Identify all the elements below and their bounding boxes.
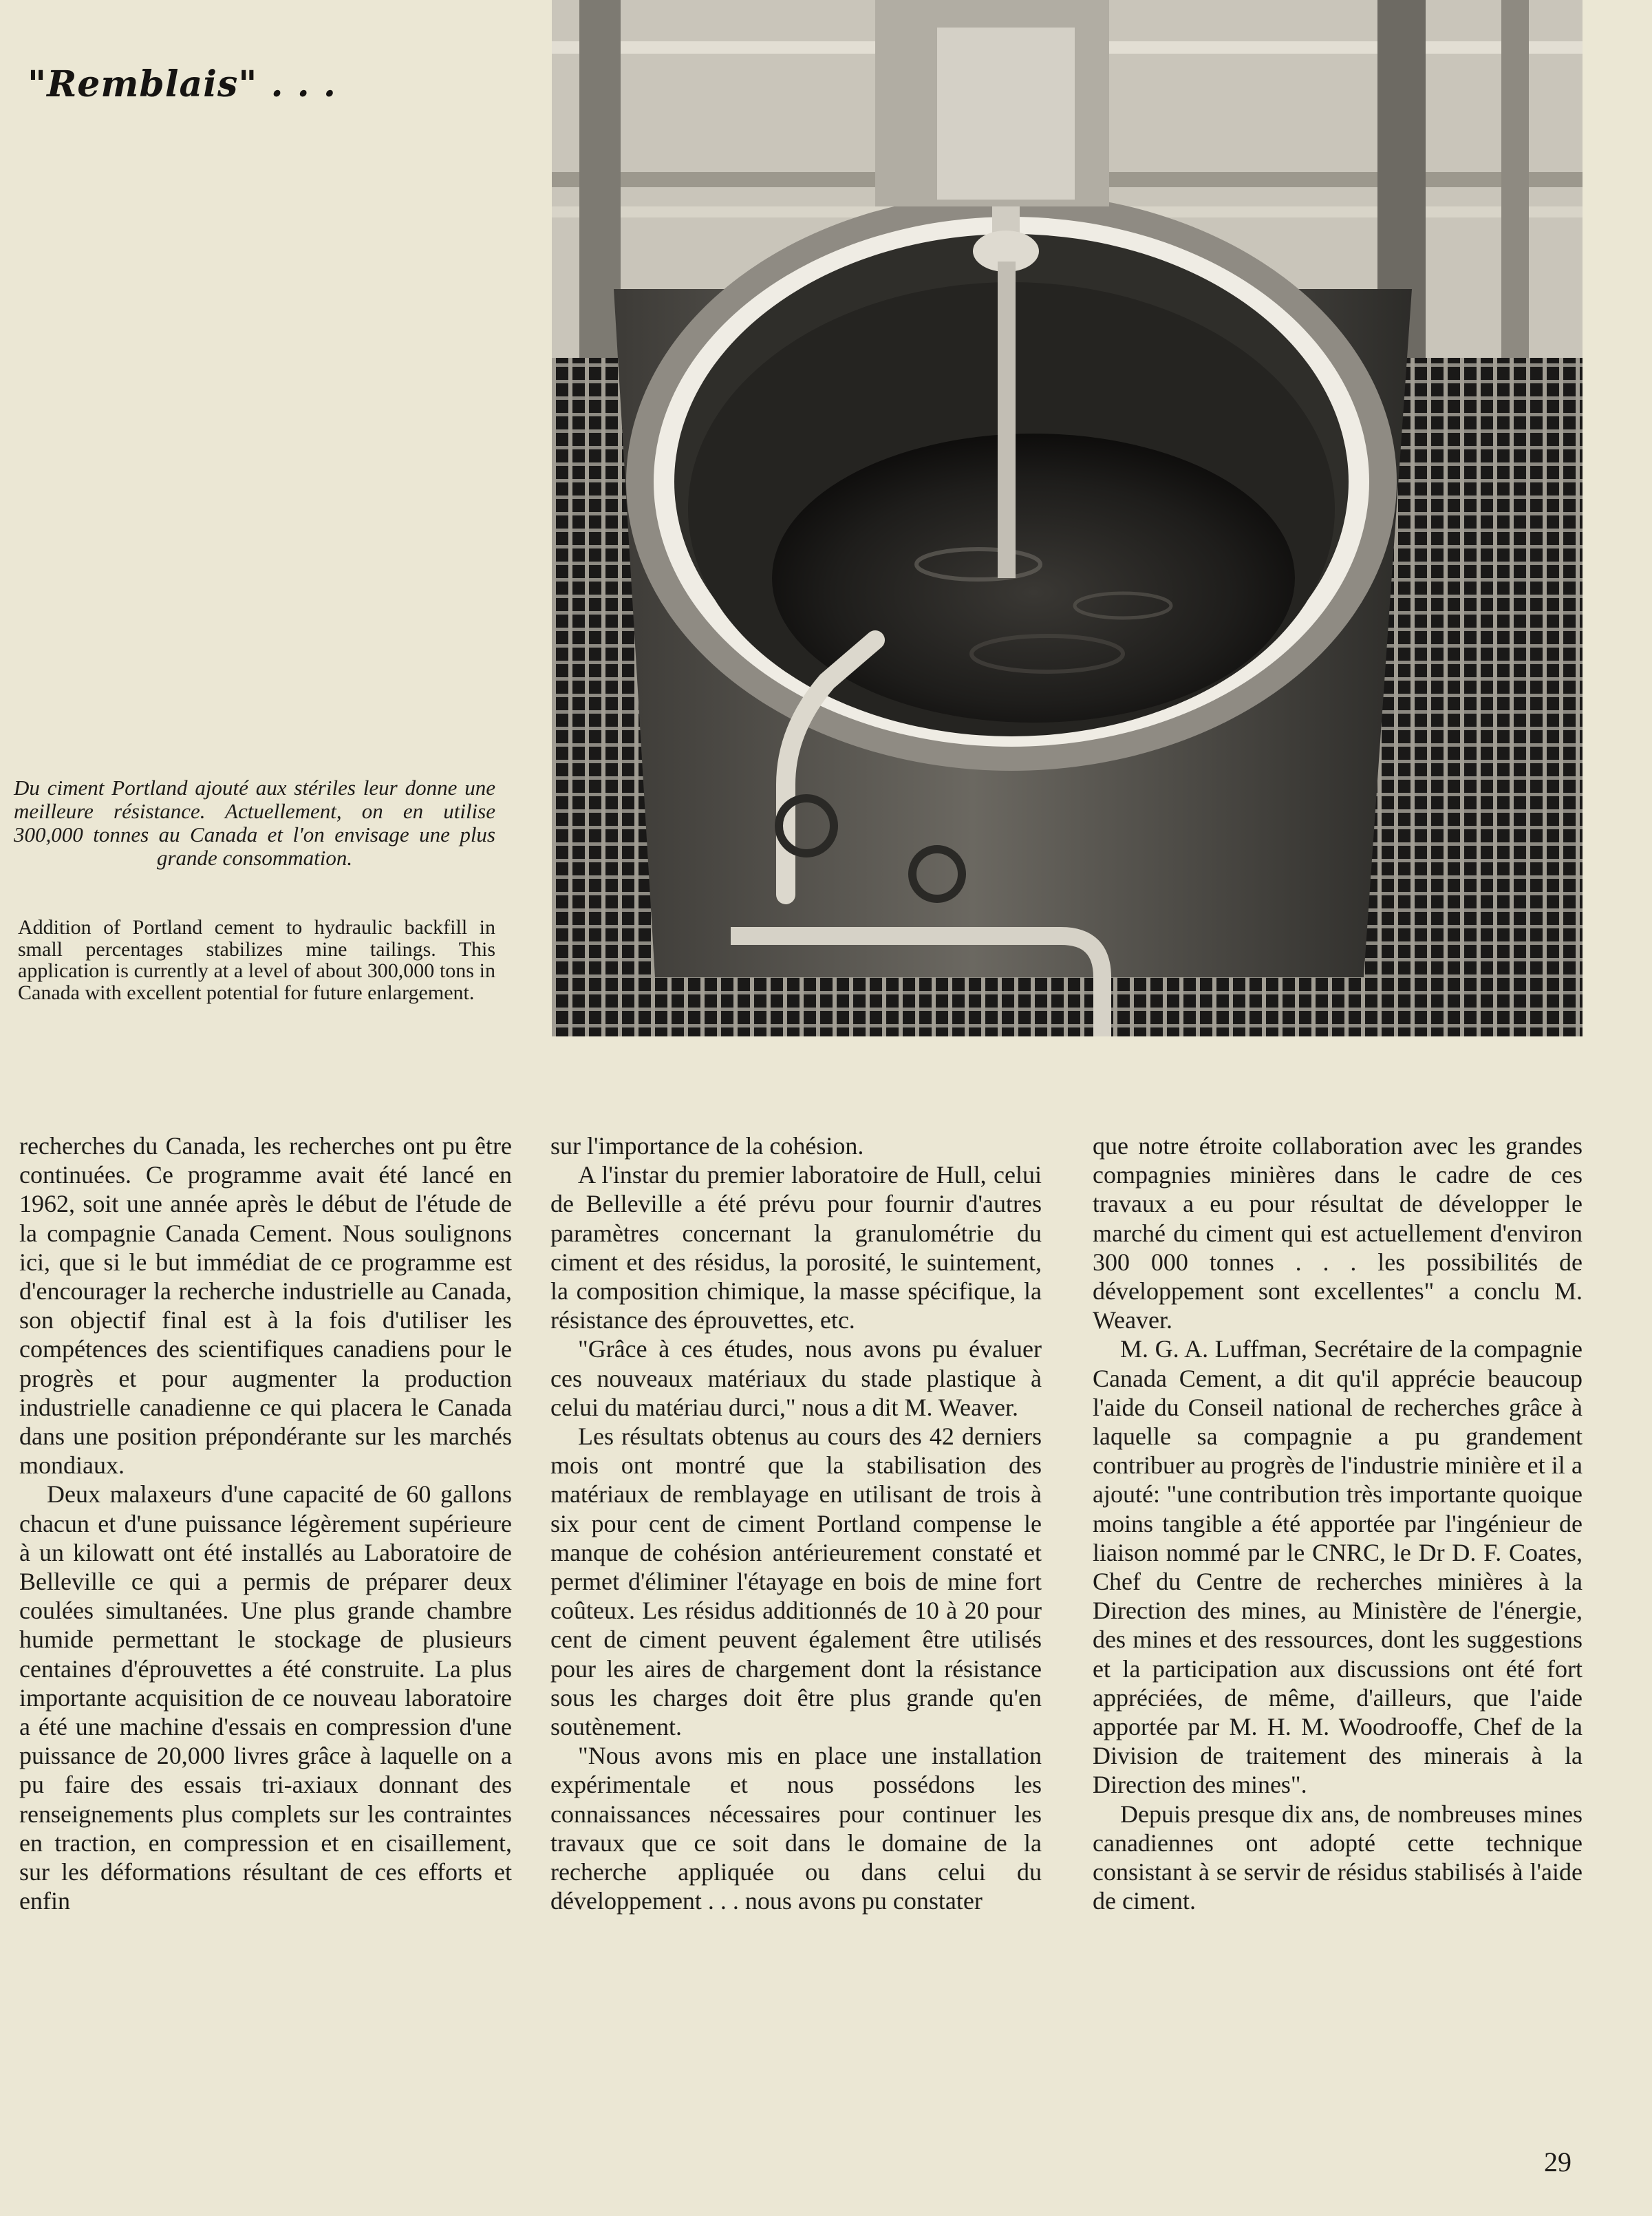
mixer-photo-illustration bbox=[552, 0, 1583, 1036]
mixer-photo bbox=[552, 0, 1583, 1036]
paragraph: "Grâce à ces études, nous avons pu évaluer ces nouveaux matériaux du stade plastique à celui du matériau durci," nous a dit M. Weaver. bbox=[550, 1335, 1042, 1421]
text-column-2 bbox=[550, 1131, 1042, 1915]
caption-english: Addition of Portland cement to hydraulic backfill in small percentages stabilizes mine tailings. This application is currently at a level of about 300,000 tons in Canada with excellent potential for future enlargement. bbox=[18, 916, 495, 1004]
paragraph: "Nous avons mis en place une installation expérimentale et nous possédons les connaissances nécessaires pour continuer les travaux que ce soit dans le domaine de la recherche appliquée ou dans celui du développement . . . nous avons pu constater bbox=[550, 1742, 1042, 1915]
paragraph: que notre étroite collaboration avec les grandes compagnies minières dans le cadre de ces travaux a eu pour résultat de développer le marché du ciment qui est actuellement d'environ 300 000 tonnes . . . les possibilités de développement sont excellentes" a conclu M. Weaver. bbox=[1093, 1132, 1583, 1334]
paragraph: M. G. A. Luffman, Secrétaire de la compagnie Canada Cement, a dit qu'il apprécie beaucoup l'aide du Conseil national de recherches grâce à laquelle sa compagnie a pu grandement contribuer au progrès de l'industrie minière et il a ajouté: "une contribution très importante quoique moins tangible a été apportée par l'ingénieur de liaison nommé par le CNRC, le Dr D. F. Coates, Chef du Centre de recherches minières à la Direction des mines, au Ministère de l'énergie, des mines et des ressources, dont les suggestions et la participation aux discussions ont été fort appréciées, de même, d'ailleurs, que l'aide apportée par M. H. M. Woodrooffe, Chef de la Division de traitement des minerais à la Direction des mines". bbox=[1093, 1335, 1583, 1799]
article-headline: "Remblais" . . . bbox=[28, 63, 336, 105]
text-column-1 bbox=[19, 1131, 512, 1915]
paragraph: Depuis presque dix ans, de nombreuses mines canadiennes ont adopté cette technique consistant à se servir de résidus stabilisés à l'aide de ciment. bbox=[1093, 1800, 1583, 1915]
paragraph: recherches du Canada, les recherches ont pu être continuées. Ce programme avait été lancé en 1962, soit une année après le début de l'étude de la compagnie Canada Cement. Nous soulignons ici, que si le but immédiat de ce programme est d'encourager la recherche industrielle au Canada, son objectif final est à la fois d'utiliser les compétences des scientifiques canadiens pour le progrès et pour augmenter la production industrielle canadienne ce qui placera le Canada dans une position prépondérante sur les marchés mondiaux. bbox=[19, 1132, 512, 1480]
paragraph: Les résultats obtenus au cours des 42 derniers mois ont montré que la stabilisation des matériaux de remblayage en utilisant de trois à six pour cent de ciment Portland compense le manque de cohésion antérieurement constaté et permet d'éliminer l'étayage en bois de mine fort coûteux. Les résidus additionnés de 10 à 20 pour cent de ciment peuvent également être utilisés pour les aires de chargement dont la résistance sous les charges doit être plus grande qu'en soutènement. bbox=[550, 1423, 1042, 1741]
caption-french: Du ciment Portland ajouté aux stériles leur donne une meilleure résistance. Actuellement, on en utilise 300,000 tonnes au Canada et l'on envisage une plus grande consommation. bbox=[14, 776, 495, 870]
text-column-3 bbox=[1093, 1131, 1583, 1915]
paragraph: sur l'importance de la cohésion. bbox=[550, 1132, 864, 1160]
paragraph: A l'instar du premier laboratoire de Hull, celui de Belleville a été prévu pour fournir d'autres paramètres concernant la granulométrie du ciment et des résidus, la porosité, le suintement, la composition chimique, la masse spécifique, la résistance des éprouvettes, etc. bbox=[550, 1161, 1042, 1334]
paragraph: Deux malaxeurs d'une capacité de 60 gallons chacun et d'une puissance légèrement supérieure à un kilowatt ont été installés au Laboratoire de Belleville ce qui a permis de préparer deux coulées simultanées. Une plus grande chambre humide permettant le stockage de plusieurs centaines d'éprouvettes a été construite. La plus importante acquisition de ce nouveau laboratoire a été une machine d'essais en compression d'une puissance de 20,000 livres grâce à laquelle on a pu faire des essais tri-axiaux donnant des renseignements plus complets sur les contraintes en traction, en compression et en cisaillement, sur les déformations résultant de ces efforts et enfin bbox=[19, 1480, 512, 1915]
page-number: 29 bbox=[1544, 2146, 1571, 2177]
